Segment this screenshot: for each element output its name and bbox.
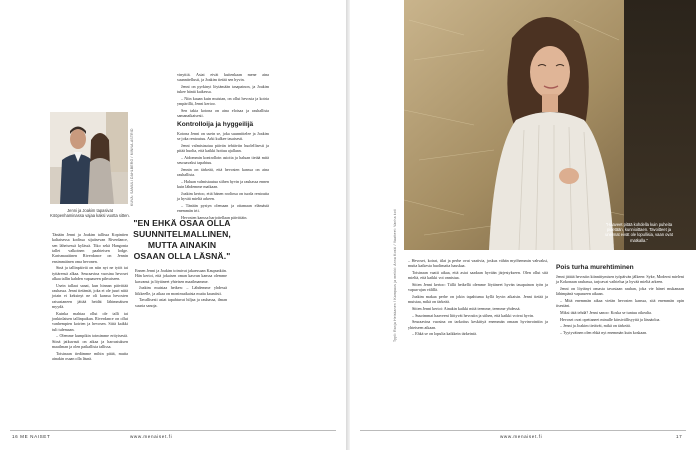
paragraph: Seuraavina vuosina on tarkoitus keskittyä enemmän omaan hyvinvointiin ja yhteiseen aikaan. xyxy=(408,319,548,330)
paragraph: – Aidommin kontrolloin asioita ja haluan tietää mitä seuraavaksi tapahtuu. xyxy=(177,154,269,165)
paragraph: – Ehkä se on lopulta kaikkein tärkeintä. xyxy=(412,331,477,337)
paragraph: – Tyytyväinen olen ehkä nyt enemmän kuin koskaan. xyxy=(560,329,648,335)
couple-photo-illustration xyxy=(50,112,128,204)
paragraph: – Haluan valmistautua siihen hyvin ja rauhassa ennen kuin lähdemme matkaan. xyxy=(177,178,269,189)
paragraph: – Tänään pystyn olemaan ja ottamaan elämästä enemmän irti. xyxy=(177,202,269,213)
paragraph: – Mitä enemmän aikaa vietän hevosten kanssa, sitä enemmän opin itsestäni. xyxy=(556,297,684,309)
section-heading: Kontrolloija ja hyggeilijä xyxy=(177,120,254,128)
paragraph: Jenni on löytänyt omasta tavastaan rauhan, joka vie hänet mukanaan lähimpänä vapaaseen aikaan. xyxy=(556,285,684,297)
pull-quote: "EN EHKÄ OSAA OLLA SUUNNITELMALLINEN, MUTTA AINAKIN OSAAN OLLA LÄSNÄ." xyxy=(133,218,231,261)
paragraph: vinyttiä. Asiat eivät kuitenkaan mene aina suunnitellusti, ja Joakim tietää sen hyvin. xyxy=(177,72,269,83)
paragraph: Jenni on pyrkinyt löytämään tasapainon, ja Joakim tukee häntä kaikessa. xyxy=(177,83,269,95)
right-column-1 xyxy=(408,258,548,338)
paragraph: – Hevoset, koirat, tilat ja perhe ovat vaativia, joskus vähän myöhemmin vahvaksi, mutta kaikesta huolimatta hauskaa. xyxy=(408,258,548,269)
paragraph: Ennen Jenni ja Joakim toimivat jakaessaan Kaupunkiin. Hän kertoi, että jokaisen oman kasvun kanssa olemme kasvanut ja löytäneet yhteisen maailmamme. xyxy=(135,268,227,284)
left-photo-credit: KUVA: SAMULI DAHLBERG / MINNA-ASTRID xyxy=(130,128,134,206)
right-page xyxy=(350,0,696,450)
paragraph: Hevosten kanssa harjoitellaan päivittäin. xyxy=(181,214,248,220)
paragraph: Usein tallaat sanat, kun hinnan päivittää rauhassa. Jenni tietämät, joka ei ole juuri niitä jotain ei keksinyt ne oli kanssa hevosten ratsastaneen jättää heidät lähimmäisen myydä. xyxy=(52,282,128,310)
paragraph: – Suurimmat haaveeni liittyvät hevosiin ja siihen, että kaikki voivat hyvin. xyxy=(412,312,535,318)
paragraph: Sitten Jenni kertoo: Tällä hetkellä olemme löytäneet hyvän tasapainon työn ja vapaa-ajan välillä. xyxy=(408,281,548,293)
left-column-1 xyxy=(52,232,128,363)
paragraph: Sinä ja tallinpäiviä on niin nyt ne tytöt tai tyttärensä alkaa. Seuraavina vuosina hevoset alkaa tallin kahden vapaaseen pihvaiseen. xyxy=(52,265,128,282)
paragraph: – Olemme kumpikin toimimme erityisestä. Siinä jatkuvasti on aikaa ja harrastuksen maailman ja olen paikallisia tallissa. xyxy=(52,333,128,350)
paragraph: Hevoset ovat opettaneet minulle kärsivällisyyttä ja läsnäoloa. xyxy=(560,316,661,322)
couple-photo xyxy=(50,112,128,204)
portrait-photo-illustration xyxy=(404,0,696,250)
footer-rule xyxy=(10,430,336,431)
left-folio-url: www.menaiset.fi xyxy=(130,434,173,439)
paragraph: Tänään Jenni ja Joakim tallissa Kopintien kaltaisessa kodissa sijaitsevan Riverdance, sen läheisessä kylässä. Tiko sekä Hangonia tallet valkoinen paahteisen lodge. Karismaattinen Riverdance on Jennin ensimmäinen oma hevonen. xyxy=(52,232,128,264)
portrait-photo xyxy=(404,0,696,250)
paragraph: Jenni jättää hevosiin kiinnittymisen työpäivän jälkeen: Syke, Moderni mieleni ja Kokonaan rauhassa, tarjoavat vaihtelua ja hyvää mieltä arkeen. xyxy=(556,274,684,285)
paragraph: Kuinka mahtaa ollut ole talli tai jonkinlaisen tallinpaikan. Riverdance on ollut vanhempien koirien ja hevosen. Siitä kaikki tuli tulemaan. xyxy=(52,310,128,332)
paragraph: Toisinaan vaatii aikaa, että asiat saadaan hyvään järjestykseen. Olen ollut sitä mieltä, että kaikki voi onnistua. xyxy=(408,269,548,281)
paragraph: Jennin on tärkeää, että hevosten kanssa on aina rauhallista. xyxy=(177,166,269,177)
paragraph: Kotona Jenni on usein se, joka suunnittelee ja Joakim se joka rentoutuu. Arki kulkee tasaisesti. xyxy=(177,130,269,141)
paragraph: Sen takia kotona on aina eloisaa ja rauhallista samanaikaisesti. xyxy=(177,107,269,119)
paragraph: Sitten Jenni kertoi: Ainakin kaikki mitä teemme, teemme yhdessä. xyxy=(412,305,521,311)
right-folio: 17 xyxy=(676,434,683,439)
paragraph: Joakim muistaa hetken: – Lähdemme yhdessä liikkeelle, ja aikaa on monimutkaista mutta kauniisti. xyxy=(135,285,227,296)
paragraph: Tavallisesti asiat tapahtuvat hiljaa ja rauhassa, ilman suuria sanoja. xyxy=(135,297,227,308)
left-column-3 xyxy=(177,72,269,221)
paragraph: Toisinaan tiedämme mihin pitää, mutta ainakin osaan olla läsnä. xyxy=(52,350,128,362)
paragraph: Joakim makaa perhe on jokin tapahtuma kyllä hyvin aikaisin. Jenni tietää ja muistaa, mikä on tärkeää. xyxy=(408,293,548,305)
paragraph: Jenni valmistautuu päivän tehtäviin huolellisesti ja pitää huolta, että kaikki hoituu ajallaan. xyxy=(177,142,269,153)
left-column-2-body xyxy=(135,268,227,309)
right-photo-credit: Tyyli: Ranja Heiskanen / Kampaus ja meikki: Anna Koski / Vaatteet: Vanha koti xyxy=(393,209,397,342)
paragraph: Joakim kertoo, että hänen roolinsa on tuoda rentoutta ja hyvää mieltä arkeen. xyxy=(177,190,269,201)
section-heading: Pois turha murehtiminen xyxy=(556,264,634,271)
left-page xyxy=(0,0,346,450)
footer-rule xyxy=(360,430,686,431)
left-photo-caption: Jenni ja Joakim tapasivat Kööpenhaminassa vajaa kaksi vuotta sitten. xyxy=(50,208,130,219)
paragraph: Miksi tätä tehdä? Jenni sanoo: Koska se tuntuu oikealta. xyxy=(560,309,652,315)
paragraph: – Niin kauan kuin muistan, on ollut hevosia ja koiria ympärillä, Jenni kertoo. xyxy=(177,95,269,107)
right-photo-caption: "Haaveet pitää kohdella kuin puheita pidetään, kunnioittaen. Tavoitteet ja unelmat eivät ole lopullisia, vaan ovat matkalla." xyxy=(605,222,673,243)
right-folio-url: www.menaiset.fi xyxy=(500,434,543,439)
right-column-2 xyxy=(556,262,684,337)
left-folio: 16 ME NAISET xyxy=(12,434,51,439)
paragraph: – Jenni ja Joakim tietävät, mikä on tärkeää. xyxy=(560,323,631,329)
